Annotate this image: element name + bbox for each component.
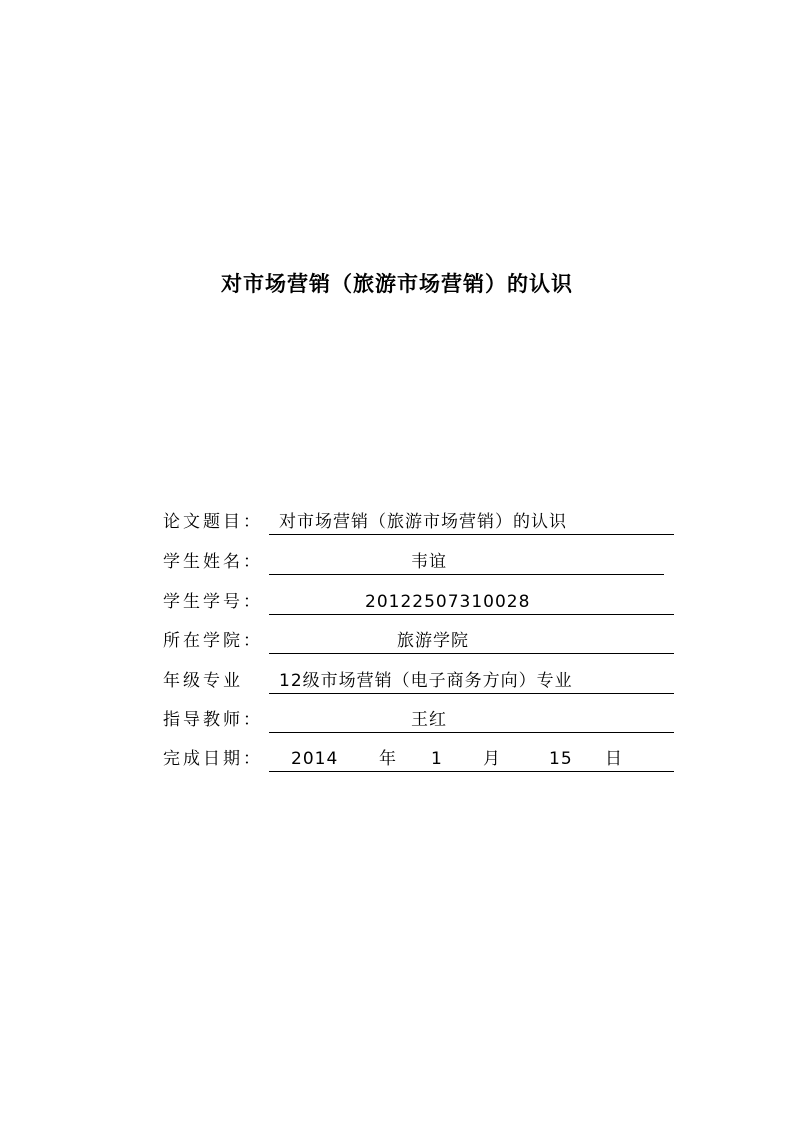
topic-label: 论文题目： [163, 512, 263, 532]
topic-field [269, 508, 674, 535]
college-value: 旅游学院 [397, 631, 469, 651]
date-field [269, 745, 674, 772]
topic-value: 对市场营销（旅游市场营销）的认识 [279, 512, 567, 532]
student-id-field [269, 588, 674, 615]
advisor-field [269, 706, 674, 733]
name-field [269, 548, 664, 575]
student-id-label: 学生学号： [163, 592, 263, 612]
advisor-value: 王红 [411, 710, 447, 730]
college-label: 所在学院： [163, 631, 263, 651]
name-value: 韦谊 [411, 552, 447, 572]
date-year: 2014 [291, 749, 339, 769]
date-label: 完成日期： [163, 749, 263, 769]
major-value: 12级市场营销（电子商务方向）专业 [279, 671, 573, 691]
advisor-label: 指导教师： [163, 710, 263, 730]
major-label: 年级专业 [163, 671, 243, 691]
date-month: 1 [431, 749, 443, 769]
document-title: 对市场营销（旅游市场营销）的认识 [221, 272, 573, 296]
student-id-value: 20122507310028 [365, 592, 531, 612]
date-year-unit: 年 [379, 749, 397, 769]
college-field [269, 627, 674, 654]
date-month-unit: 月 [483, 749, 501, 769]
name-label: 学生姓名： [163, 552, 263, 572]
date-day-unit: 日 [605, 749, 623, 769]
date-day: 15 [549, 749, 573, 769]
major-field [269, 667, 674, 694]
